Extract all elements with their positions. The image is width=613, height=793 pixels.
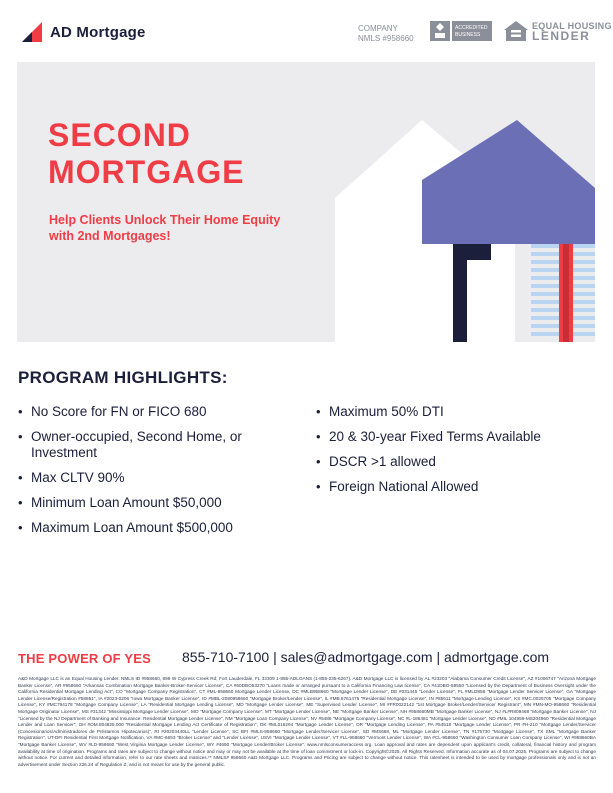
- bullet: •: [316, 479, 321, 494]
- legal-disclaimer: A&D Mortgage LLC is an Equal Housing Lender. NMLS ID #958660, 899 W Cypress Creek Rd, Fort Lauderdale, FL 33309 1-855-ADLOANS (1-855-235-6267). A&D Mortgage LLC is licensed by AL #23203 "Alabama Consumer Credit License", AZ #1006747 "Arizona Mortgage Banker License", AR #958660 "Arkansas Combination Mortgage Banker-Broker-Servicer License", CA #60DBO53270 "Loans made or arranged pursuant to a California Financing Law license", CA #41DBO-59550 "Licensed by the Department of Business Oversight under the California Residential Mortgage Lending Act", CO "Mortgage Company Registration", CT #ML-958660 Mortgage Lender License, DC #MLB958660 "Mortgage Lender License", DE #031445 "Lender License", FL #MLD858 "Mortgage Lender Servicer License", GA "Mortgage Lender License/Registration #58851", IA #2023-0206 "Iowa Mortgage Banker License", ID #MBL-2080958660 "Mortgage Broker/Lender License", IL #MB.6761475 "Residential Mortgage License", IN #85611 "Mortgage Lending License", KS #MC.0025705 "Mortgage Company License", KY #MC794178 "Mortgage Company License", LA "Residential Mortgage Lending License", MD "Mortgage Lender License", ME "Supervised Lender License", MI #FR0022142 "1st Mortgage Broker/Lender/Servicer Registrant", MN #MN-MO-958660 "Residential Mortgage Originator License", MS #31342 "Mississippi Mortgage Lender License", MO "Mortgage Company License", MT "Mortgage Lender License", NE "Mortgage Banker License", NH #958660MB "Mortgage Banker License", NJ #L#R809468 "Mortgage Banker License", NJ "Licensed by the NJ Department of Banking and Insurance: Residential Mortgage Lender License", NM "Mortgage Loan Company License", NV #5486 "Mortgage Company License", NC #L-186481 "Mortgage Lender License", ND #MIL 104959-MS204960 "Residential Mortgage Lender and Loan Servicer", OH #OM.804825.000 "Residential Mortgage Lending Act Certificate of Registration", OK #ML016294 "Mortgage Lender License", OR "Mortgage Lending License", PA #54518 "Mortgage Lender License", PR #H-210 "Mortgage Lender/Servicer (Concesionarios/Administradores de Préstamos Hipotecarios)", RI #20203440LL "Lender License", SC BFI #MLS-958660 "Mortgage Lender/Servicer License", SD #MS668, ML "Mortgage Lender License", TN #175730 "Mortgage License", TX SML "Mortgage Banker Registration", UT-DFI Residential First Mortgage Notification, VA #MC-6653 "Broker License" and "Lender License", USVI "Mortgage Lender License", VT #LL-958660 "Vermont Lender License", WA #CL-958660 "Washington Consumer Loan Company License", WI #958660BA "Mortgage Banker License", WV #LD-958660 "West Virginia Mortgage Lender License", WY #4690 "Mortgage Lender/Broker License". www.nmlsconsumeraccess.org. Loan approval and rates are dependent upon applicant's credit, collateral, financial history and program availability at time of origination. Programs and rates are subject to change without notice and may or may not be available at the time of loan commitment or lock-in. Copyright©2025. All Rights Reserved. Information accurate as of 04.07.2025. Programs are subject to change without notice. For current and detailed information, refer to our rate sheets and matrices.** NMLS# 958660 A&D Mortgage LLC. Programs and Pricing are subject to change without notice. This ratesheet is intended to be used by mortgage professionals only and is not an advertisement under Section 226.24 of Regulation Z, and is not meant for use by the general public.: [18, 676, 596, 767]
- bullet: •: [316, 454, 321, 469]
- list-item: • 20 & 30-year Fixed Terms Available: [316, 429, 541, 444]
- brand-name: AD Mortgage: [50, 24, 146, 41]
- list-item: • No Score for FN or FICO 680: [18, 404, 207, 419]
- highlights-right-list: [316, 404, 601, 504]
- equal-housing-lender-text: [532, 21, 612, 41]
- house-illustration-icon: [335, 120, 595, 342]
- program-highlights-title: PROGRAM HIGHLIGHTS:: [18, 368, 228, 387]
- power-of-yes-tagline: THE POWER OF YES: [18, 651, 151, 666]
- bullet: •: [18, 495, 23, 510]
- hero-title-line1: SECOND: [48, 117, 191, 153]
- bullet: •: [316, 429, 321, 444]
- list-item: • Max CLTV 90%: [18, 470, 125, 485]
- company-label: COMPANY: [358, 24, 398, 33]
- ehl-line2: LENDER: [532, 29, 591, 43]
- list-item: • Foreign National Allowed: [316, 479, 479, 494]
- list-item: • Maximum 50% DTI: [316, 404, 444, 419]
- bullet: •: [18, 520, 23, 535]
- hero-banner: [17, 62, 595, 342]
- hero-title-line2: MORTGAGE: [48, 154, 245, 190]
- list-item: • Maximum Loan Amount $500,000: [18, 520, 233, 535]
- list-item: • Owner-occupied, Second Home, or Investment: [18, 429, 242, 460]
- bullet: •: [18, 470, 23, 485]
- bullet: •: [316, 404, 321, 419]
- bullet: •: [18, 429, 23, 444]
- nmls-number: NMLS #958660: [358, 34, 414, 43]
- bbb-accredited-icon: [428, 20, 494, 42]
- bullet: •: [18, 404, 23, 419]
- company-nmls: [358, 24, 414, 44]
- ehl-line1: EQUAL HOUSING: [532, 21, 612, 31]
- hero-title: [48, 117, 244, 191]
- list-item: • DSCR >1 allowed: [316, 454, 436, 469]
- ad-mortgage-logo-icon: [22, 22, 42, 42]
- svg-text:BUSINESS: BUSINESS: [455, 32, 481, 38]
- highlights-left-list: [18, 404, 288, 545]
- hero-subtitle: Help Clients Unlock Their Home Equity with 2nd Mortgages!: [49, 213, 281, 243]
- svg-text:ACCREDITED: ACCREDITED: [455, 25, 488, 31]
- contact-line: 855-710-7100 | sales@admortgage.com | admortgage.com: [182, 649, 550, 665]
- list-item: • Minimum Loan Amount $50,000: [18, 495, 222, 510]
